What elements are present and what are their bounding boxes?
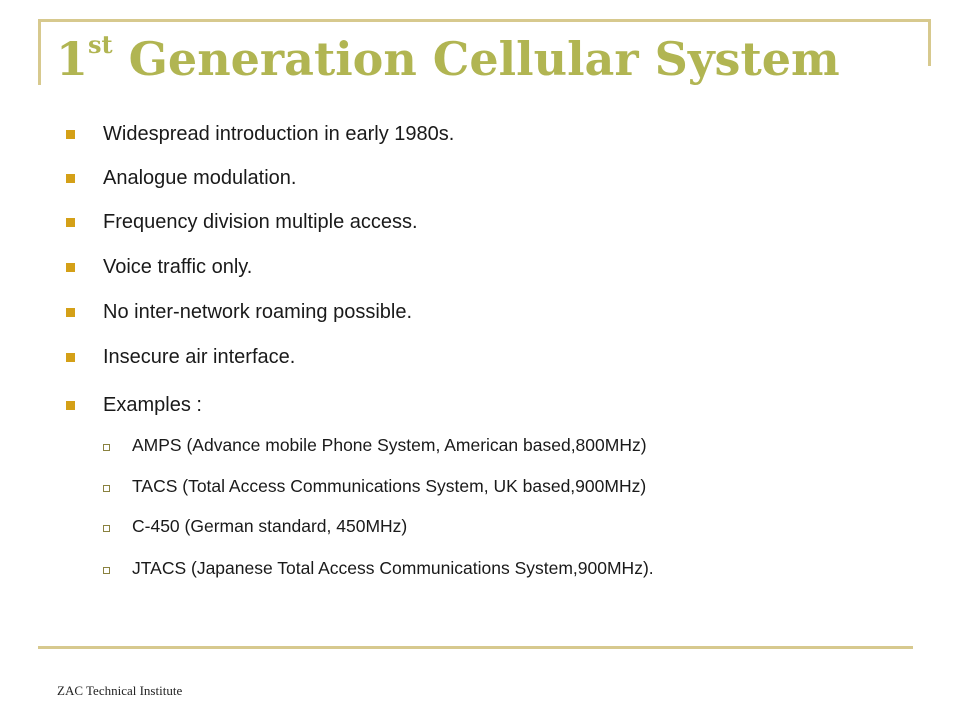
- title-prefix: 1: [56, 32, 89, 86]
- bullet-item: [66, 209, 418, 235]
- square-bullet-icon: [66, 353, 75, 362]
- bullet-text: Voice traffic only.: [103, 255, 253, 278]
- hollow-square-bullet-icon: [103, 525, 110, 532]
- sub-bullet-text: AMPS (Advance mobile Phone System, American based,800MHz): [132, 434, 647, 455]
- bullet-item: [66, 121, 454, 147]
- hollow-square-bullet-icon: [103, 567, 110, 574]
- bullet-item: [66, 165, 296, 191]
- bullet-text: Insecure air interface.: [103, 345, 296, 368]
- sub-bullet-item: [103, 556, 654, 580]
- square-bullet-icon: [66, 263, 75, 272]
- bullet-text: Analogue modulation.: [103, 166, 297, 189]
- bullet-item: [66, 299, 412, 325]
- sub-bullet-text: C-450 (German standard, 450MHz): [132, 515, 408, 536]
- bullet-item: [66, 392, 202, 418]
- bullet-text: No inter-network roaming possible.: [103, 300, 413, 323]
- sub-bullet-item: [103, 474, 646, 498]
- title-rest: Generation Cellular System: [112, 32, 840, 86]
- sub-bullet-item: [103, 514, 407, 538]
- sub-bullet-text: TACS (Total Access Communications System, UK based,900MHz): [132, 475, 647, 496]
- square-bullet-icon: [66, 401, 75, 410]
- bullet-item: [66, 254, 252, 280]
- square-bullet-icon: [66, 174, 75, 183]
- sub-bullet-text: JTACS (Japanese Total Access Communications System,900MHz).: [132, 557, 654, 578]
- square-bullet-icon: [66, 218, 75, 227]
- bullet-text: Frequency division multiple access.: [103, 210, 418, 233]
- bullet-item: [66, 344, 295, 370]
- title-superscript: st: [88, 30, 113, 59]
- square-bullet-icon: [66, 130, 75, 139]
- bullet-text: Examples :: [103, 393, 202, 416]
- frame-bottom-line: [38, 646, 913, 649]
- bullet-text: Widespread introduction in early 1980s.: [103, 122, 455, 145]
- hollow-square-bullet-icon: [103, 444, 110, 451]
- sub-bullet-item: [103, 433, 647, 457]
- footer-text: ZAC Technical Institute: [57, 683, 183, 698]
- hollow-square-bullet-icon: [103, 485, 110, 492]
- square-bullet-icon: [66, 308, 75, 317]
